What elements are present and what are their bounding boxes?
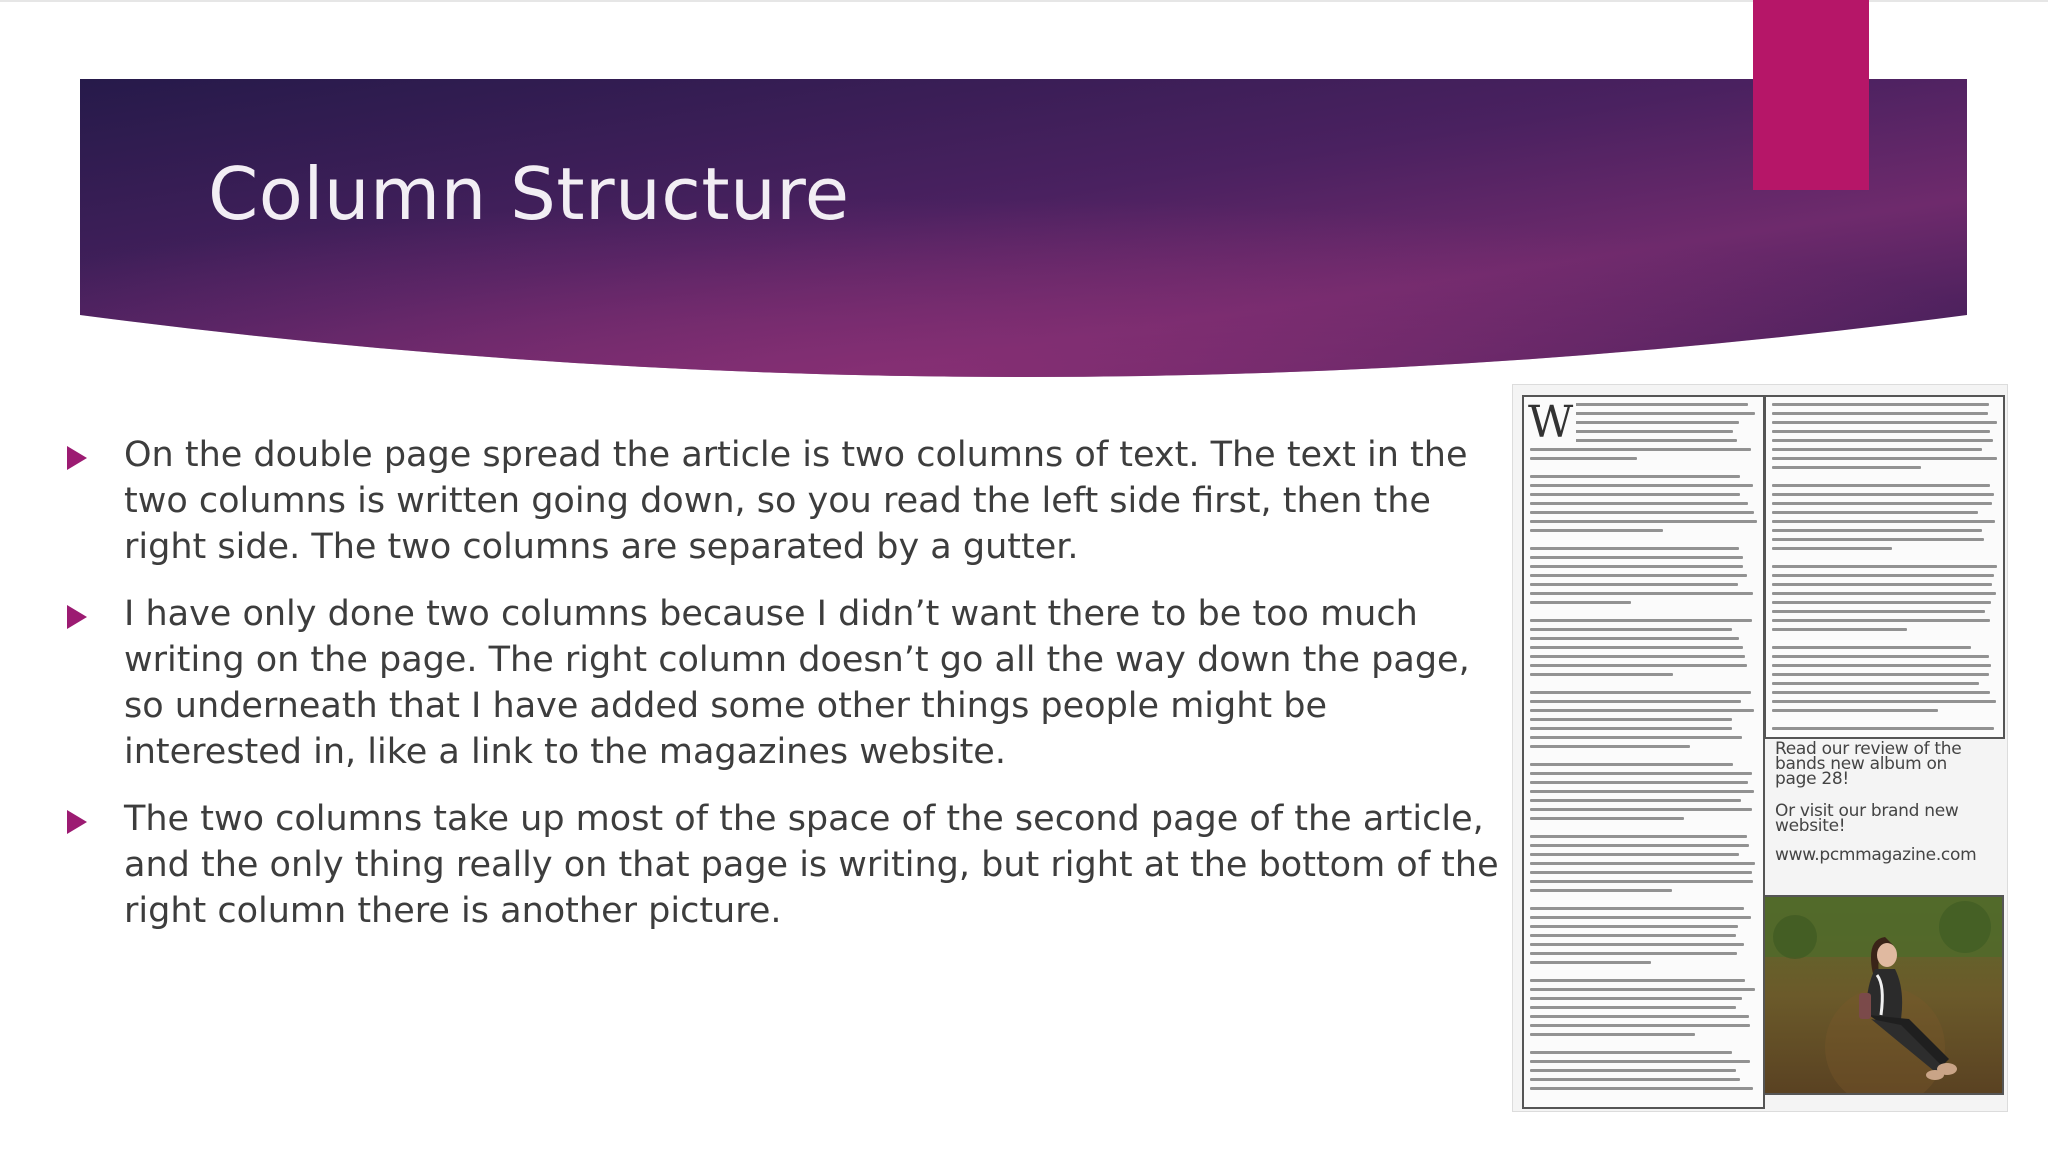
text-line: [1530, 745, 1690, 748]
text-line: [1772, 538, 1984, 541]
text-line: [1772, 646, 1971, 649]
text-line: [1772, 457, 1997, 460]
text-line: [1530, 1087, 1753, 1090]
text-line: [1772, 655, 1989, 658]
text-line: [1772, 439, 1993, 442]
text-line: [1530, 601, 1631, 604]
text-line: [1530, 781, 1748, 784]
text-line: [1530, 997, 1742, 1000]
bullet-text: I have only done two columns because I didn’t want there to be too much writing on the page. The right column doesn’t go all the way down the page, so underneath that I have added some other things people might be interested in, like a link to the magazines website.: [124, 594, 1470, 772]
text-line: [1772, 547, 1892, 550]
text-line: [1530, 763, 1733, 766]
text-line: [1530, 475, 1740, 478]
left-text-column: [1522, 395, 1765, 1109]
review-caption-line: bands new album on: [1775, 754, 1948, 774]
text-line: [1530, 1006, 1736, 1009]
text-line: [1530, 565, 1743, 568]
text-line: [1530, 853, 1739, 856]
text-line: [1530, 700, 1741, 703]
text-line: [1530, 520, 1757, 523]
text-line: [1772, 502, 1992, 505]
text-line: [1772, 700, 1996, 703]
text-line: [1530, 790, 1754, 793]
text-line: [1772, 529, 1982, 532]
text-line: [1772, 664, 1991, 667]
text-line: [1530, 511, 1754, 514]
text-line: [1530, 556, 1743, 559]
text-line: [1772, 709, 1938, 712]
website-caption: www.pcmmagazine.com: [1775, 845, 1977, 865]
text-line: [1772, 421, 1997, 424]
text-line: [1530, 655, 1745, 658]
text-line: [1530, 889, 1672, 892]
text-line: [1772, 583, 1992, 586]
top-border: [0, 0, 2048, 2]
accent-tab: [1753, 0, 1869, 190]
text-line: [1530, 916, 1751, 919]
text-line: [1530, 1060, 1750, 1063]
text-line: [1772, 628, 1907, 631]
text-line: [1772, 574, 1994, 577]
text-line: [1530, 799, 1741, 802]
text-line: [1772, 448, 1982, 451]
text-line: [1530, 646, 1743, 649]
text-line: [1772, 565, 1997, 568]
text-line: [1772, 601, 1991, 604]
text-line: [1530, 718, 1732, 721]
text-line: [1772, 466, 1921, 469]
text-line: [1530, 664, 1747, 667]
text-line: [1530, 493, 1740, 496]
triangle-bullet-icon: [67, 446, 87, 470]
column-text-lines: [1772, 403, 1998, 733]
review-caption-line: page 28!: [1775, 769, 1849, 789]
text-line: [1772, 403, 1989, 406]
text-line: [1530, 979, 1745, 982]
bullet-item: [62, 591, 1510, 775]
text-line: [1530, 772, 1752, 775]
text-line: [1530, 1078, 1740, 1081]
text-line: [1772, 430, 1990, 433]
text-line: [1772, 520, 1995, 523]
text-line: [1530, 1033, 1695, 1036]
text-line: [1530, 1051, 1732, 1054]
text-line: [1772, 727, 1994, 730]
text-line: [1530, 943, 1744, 946]
text-line: [1530, 637, 1739, 640]
visit-caption-line: Or visit our brand new: [1775, 801, 1959, 821]
text-line: [1530, 817, 1684, 820]
text-line: [1530, 880, 1753, 883]
text-line: [1530, 1024, 1750, 1027]
text-line: [1530, 988, 1755, 991]
column-text-lines: [1530, 403, 1758, 1103]
text-line: [1772, 484, 1990, 487]
text-line: [1530, 529, 1663, 532]
triangle-bullet-icon: [67, 810, 87, 834]
text-line: [1772, 493, 1994, 496]
text-line: [1530, 727, 1732, 730]
text-line: [1772, 682, 1979, 685]
text-line: [1530, 934, 1736, 937]
text-line: [1530, 736, 1742, 739]
bullet-text: The two columns take up most of the space of the second page of the article, and the only thing really on that page is writing, but right at the bottom of the right column there is another picture.: [124, 799, 1499, 931]
triangle-bullet-icon: [67, 605, 87, 629]
text-line: [1530, 448, 1751, 451]
visit-caption-line: website!: [1775, 816, 1846, 836]
review-caption-line: Read our review of the: [1775, 739, 1962, 759]
text-line: [1772, 619, 1990, 622]
text-line: [1772, 691, 1990, 694]
text-line: [1530, 1015, 1749, 1018]
text-line: [1530, 907, 1744, 910]
bullet-item: [62, 432, 1510, 570]
text-line: [1530, 691, 1751, 694]
text-line: [1530, 844, 1749, 847]
text-line: [1530, 547, 1739, 550]
text-line: [1530, 952, 1737, 955]
right-text-column: [1764, 395, 2005, 739]
text-line: [1530, 484, 1753, 487]
bullet-text: On the double page spread the article is two columns of text. The text in the two columns is written going down, so you read the left side first, then the right side. The two columns are separated by a gutter.: [124, 435, 1468, 567]
text-line: [1530, 628, 1732, 631]
text-line: [1530, 592, 1753, 595]
text-line: [1530, 673, 1673, 676]
text-line: [1772, 592, 1996, 595]
slide-title: Column Structure: [208, 152, 850, 236]
dropcap-letter: W: [1528, 401, 1576, 445]
text-line: [1530, 574, 1747, 577]
photo-girl-sitting-on-grass: [1763, 895, 2004, 1095]
bullet-item: [62, 796, 1510, 934]
text-line: [1530, 835, 1747, 838]
text-line: [1530, 925, 1738, 928]
text-line: [1530, 457, 1637, 460]
text-line: [1772, 610, 1985, 613]
text-line: [1530, 961, 1651, 964]
text-line: [1772, 673, 1989, 676]
text-line: [1530, 808, 1752, 811]
text-line: [1530, 709, 1754, 712]
text-line: [1530, 619, 1752, 622]
text-line: [1530, 1069, 1736, 1072]
text-line: [1772, 412, 1988, 415]
text-line: [1772, 511, 1978, 514]
text-line: [1530, 583, 1738, 586]
text-line: [1530, 862, 1755, 865]
bullet-list: [62, 432, 1510, 955]
text-line: [1530, 502, 1748, 505]
magazine-page-image: [1512, 384, 2008, 1112]
text-line: [1530, 871, 1752, 874]
